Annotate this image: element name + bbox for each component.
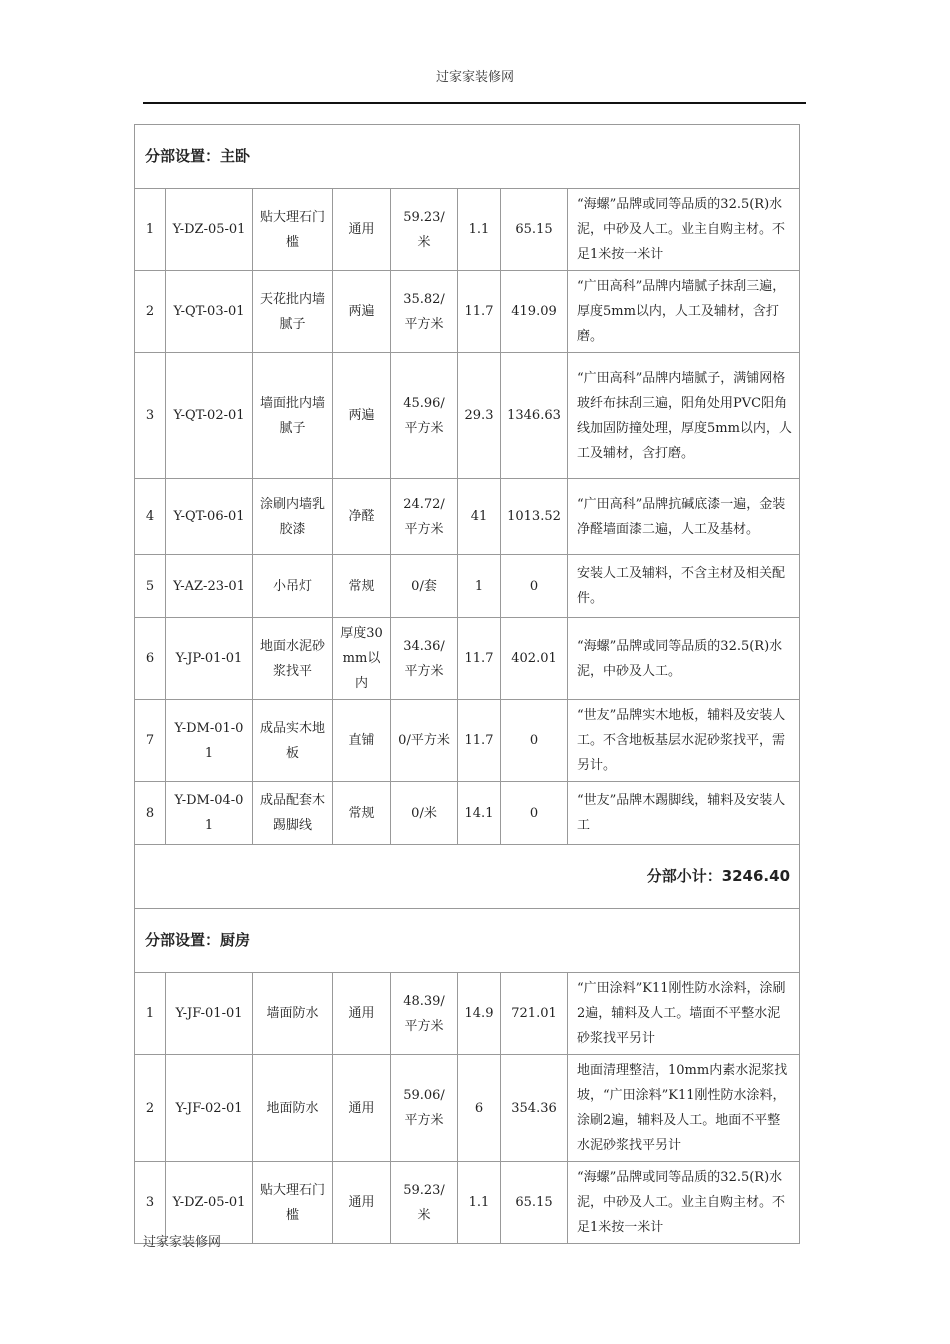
item-unit-price: 0/套	[391, 555, 458, 618]
item-description: “广田高科”品牌内墙腻子抹刮三遍，厚度5mm以内，人工及辅材，含打磨。	[568, 271, 800, 353]
item-code: Y-QT-06-01	[166, 479, 253, 555]
item-name: 成品配套木踢脚线	[253, 782, 333, 845]
item-quantity: 11.7	[458, 700, 501, 782]
item-unit-price: 48.39/平方米	[391, 973, 458, 1055]
table-row	[135, 700, 800, 782]
item-description: “海螺”品牌或同等品质的32.5(R)水泥，中砂及人工。业主自购主材。不足1米按一米计	[568, 1162, 800, 1244]
item-amount: 419.09	[501, 271, 568, 353]
item-spec: 通用	[333, 973, 391, 1055]
item-name: 地面防水	[253, 1055, 333, 1162]
item-number: 7	[135, 700, 166, 782]
item-spec: 净醛	[333, 479, 391, 555]
item-amount: 65.15	[501, 1162, 568, 1244]
item-description: “海螺”品牌或同等品质的32.5(R)水泥，中砂及人工。业主自购主材。不足1米按一米计	[568, 189, 800, 271]
item-amount: 1346.63	[501, 353, 568, 479]
item-number: 3	[135, 353, 166, 479]
item-description: “广田高科”品牌内墙腻子，满铺网格玻纤布抹刮三遍，阳角处用PVC阳角线加固防撞处理，厚度5mm以内，人工及辅材，含打磨。	[568, 353, 800, 479]
item-name: 涂刷内墙乳胶漆	[253, 479, 333, 555]
item-number: 1	[135, 189, 166, 271]
item-unit-price: 35.82/平方米	[391, 271, 458, 353]
item-name: 墙面防水	[253, 973, 333, 1055]
item-code: Y-JP-01-01	[166, 618, 253, 700]
item-name: 地面水泥砂浆找平	[253, 618, 333, 700]
item-spec: 常规	[333, 782, 391, 845]
item-quantity: 41	[458, 479, 501, 555]
item-name: 贴大理石门槛	[253, 189, 333, 271]
item-spec: 两遍	[333, 271, 391, 353]
item-amount: 0	[501, 555, 568, 618]
item-code: Y-DM-04-01	[166, 782, 253, 845]
item-name: 贴大理石门槛	[253, 1162, 333, 1244]
item-quantity: 1	[458, 555, 501, 618]
item-code: Y-JF-01-01	[166, 973, 253, 1055]
footer-site-name: 过家家装修网	[143, 1235, 222, 1250]
item-name: 天花批内墙腻子	[253, 271, 333, 353]
item-unit-price: 24.72/平方米	[391, 479, 458, 555]
section-title: 分部设置：主卧	[135, 125, 800, 189]
item-unit-price: 0/米	[391, 782, 458, 845]
item-code: Y-QT-02-01	[166, 353, 253, 479]
item-unit-price: 0/平方米	[391, 700, 458, 782]
item-quantity: 14.1	[458, 782, 501, 845]
section-header-row	[135, 909, 800, 973]
item-description: “世友”品牌木踢脚线，辅料及安装人工	[568, 782, 800, 845]
item-number: 6	[135, 618, 166, 700]
table-row	[135, 555, 800, 618]
item-spec: 两遍	[333, 353, 391, 479]
item-code: Y-AZ-23-01	[166, 555, 253, 618]
table-row	[135, 479, 800, 555]
section-title: 分部设置：厨房	[135, 909, 800, 973]
item-unit-price: 59.23/米	[391, 189, 458, 271]
item-number: 4	[135, 479, 166, 555]
item-number: 5	[135, 555, 166, 618]
item-spec: 通用	[333, 1055, 391, 1162]
item-quantity: 11.7	[458, 271, 501, 353]
section-subtotal: 分部小计：3246.40	[135, 845, 800, 909]
item-amount: 65.15	[501, 189, 568, 271]
item-quantity: 1.1	[458, 189, 501, 271]
table-row	[135, 1055, 800, 1162]
item-unit-price: 45.96/平方米	[391, 353, 458, 479]
item-quantity: 29.3	[458, 353, 501, 479]
item-unit-price: 59.06/平方米	[391, 1055, 458, 1162]
item-description: 安装人工及辅料，不含主材及相关配件。	[568, 555, 800, 618]
item-spec: 厚度30mm以内	[333, 618, 391, 700]
item-description: 地面清理整洁，10mm内素水泥浆找坡，“广田涂料”K11刚性防水涂料，涂刷2遍，辅料及人工。地面不平整水泥砂浆找平另计	[568, 1055, 800, 1162]
item-unit-price: 59.23/米	[391, 1162, 458, 1244]
section-header-row	[135, 125, 800, 189]
item-code: Y-QT-03-01	[166, 271, 253, 353]
item-name: 小吊灯	[253, 555, 333, 618]
item-code: Y-JF-02-01	[166, 1055, 253, 1162]
item-amount: 402.01	[501, 618, 568, 700]
item-amount: 354.36	[501, 1055, 568, 1162]
item-quantity: 11.7	[458, 618, 501, 700]
table-row	[135, 1162, 800, 1244]
table-row	[135, 353, 800, 479]
table-row	[135, 973, 800, 1055]
header-site-name: 过家家装修网	[435, 70, 514, 85]
item-unit-price: 34.36/平方米	[391, 618, 458, 700]
item-amount: 0	[501, 700, 568, 782]
item-code: Y-DZ-05-01	[166, 1162, 253, 1244]
item-spec: 常规	[333, 555, 391, 618]
item-amount: 721.01	[501, 973, 568, 1055]
header-divider	[143, 102, 806, 104]
table-row	[135, 782, 800, 845]
table-row	[135, 618, 800, 700]
item-quantity: 14.9	[458, 973, 501, 1055]
item-spec: 通用	[333, 189, 391, 271]
item-description: “广田涂料”K11刚性防水涂料，涂刷2遍，辅料及人工。墙面不平整水泥砂浆找平另计	[568, 973, 800, 1055]
item-code: Y-DM-01-01	[166, 700, 253, 782]
item-number: 2	[135, 271, 166, 353]
item-name: 墙面批内墙腻子	[253, 353, 333, 479]
item-description: “广田高科”品牌抗碱底漆一遍，金装净醛墙面漆二遍，人工及基材。	[568, 479, 800, 555]
item-number: 2	[135, 1055, 166, 1162]
item-number: 1	[135, 973, 166, 1055]
item-amount: 1013.52	[501, 479, 568, 555]
subtotal-row	[135, 845, 800, 909]
item-description: “世友”品牌实木地板，辅料及安装人工。不含地板基层水泥砂浆找平，需另计。	[568, 700, 800, 782]
item-quantity: 1.1	[458, 1162, 501, 1244]
quote-table	[134, 124, 800, 1244]
item-number: 3	[135, 1162, 166, 1244]
table-row	[135, 271, 800, 353]
item-spec: 通用	[333, 1162, 391, 1244]
item-amount: 0	[501, 782, 568, 845]
table-row	[135, 189, 800, 271]
item-name: 成品实木地板	[253, 700, 333, 782]
item-number: 8	[135, 782, 166, 845]
item-description: “海螺”品牌或同等品质的32.5(R)水泥，中砂及人工。	[568, 618, 800, 700]
item-quantity: 6	[458, 1055, 501, 1162]
item-spec: 直铺	[333, 700, 391, 782]
item-code: Y-DZ-05-01	[166, 189, 253, 271]
